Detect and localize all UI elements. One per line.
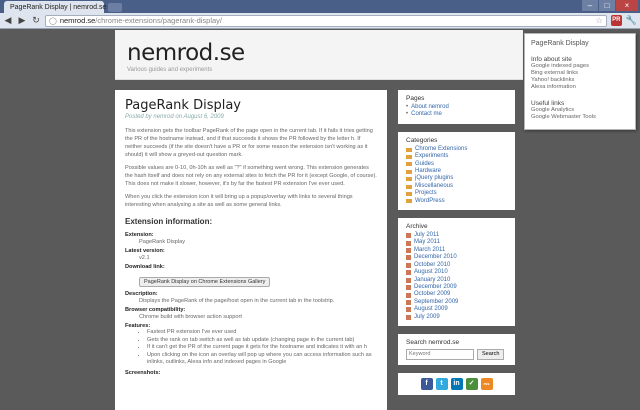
extension-value: PageRank Display [139, 239, 186, 245]
compat-value: Chrome build with browser action support [139, 314, 242, 320]
popup-section-heading: Info about site [531, 56, 572, 63]
archive-link[interactable]: May 2011 [406, 239, 507, 246]
features-label: Features: [125, 323, 151, 329]
category-link[interactable]: Chrome Extensions [406, 146, 507, 153]
version-value: v2.1 [139, 255, 150, 261]
archive-widget [398, 218, 515, 326]
social-widget [398, 373, 515, 395]
post-meta: Posted by nemrod on August 6, 2009 [125, 114, 224, 120]
sidebar [398, 90, 515, 403]
archive-link[interactable]: August 2009 [406, 306, 507, 313]
popup-link-alexa[interactable]: Alexa information [531, 84, 576, 90]
feature-item: • Upon clicking on the icon an overlay will pop up where you can access information such as inlinks, outlinks, Alexa info and indexed pages in Google [147, 352, 377, 367]
search-button[interactable]: Search [477, 349, 504, 360]
archive-link[interactable]: September 2009 [406, 299, 507, 306]
page-icon: ◯ [49, 17, 57, 25]
pages-widget [398, 90, 515, 124]
pagerank-extension-icon[interactable]: PR [611, 15, 622, 26]
pages-list [406, 104, 507, 119]
screenshots-label: Screenshots: [125, 369, 161, 376]
archive-link[interactable]: August 2010 [406, 269, 507, 276]
post-paragraph: Possible values are 0-10, 0h-10h as well as "?" if something went wrong. This extension generates the hash itself and does not rely on any external sites to fetch the PR for it (except Google, of course). This does not make it slower, however, it's by far the fastest PR extension I've ever used. [125, 165, 377, 187]
popup-link-webmaster-tools[interactable]: Google Webmaster Tools [531, 114, 596, 120]
browser-tab[interactable] [4, 1, 107, 13]
info-heading: Extension information: [125, 217, 213, 226]
url-path: /chrome-extensions/pagerank-display/ [95, 16, 223, 25]
facebook-icon[interactable]: f [421, 378, 433, 390]
version-label: Latest version: [125, 248, 165, 254]
categories-heading: Categories [406, 136, 438, 144]
wrench-menu-icon[interactable]: 🔧 [625, 15, 637, 25]
feature-item: • If it can't get the PR of the current page it gets for the hostname and indicates it with an h [147, 344, 377, 352]
linkedin-icon[interactable]: in [451, 378, 463, 390]
archive-heading: Archive [406, 223, 428, 231]
post-paragraph: When you click the extension icon it will bring up a popup/overlay with links to several things interesting when analysing a site as well as some general links. [125, 194, 353, 208]
post-paragraph: This extension gets the toolbar PageRank of the page open in the current tab. If it fails it tries getting the PR of the hostname instead, and if that succeeds it shows the PR followed by the letter h. If neither succeeds (if the site doesn't have a PR or for some reason the extension isn't working as it should) it will show a greyed-out question mark. [125, 128, 373, 158]
post-title[interactable]: PageRank Display [125, 98, 242, 113]
feature-list [147, 329, 377, 367]
archive-link[interactable]: October 2009 [406, 291, 507, 298]
category-link[interactable]: Experiments [406, 153, 507, 160]
popup-title: PageRank Display [531, 40, 589, 47]
browser-toolbar [0, 13, 640, 29]
new-tab-button[interactable] [108, 3, 122, 12]
window-controls [582, 0, 638, 11]
checkmark-icon[interactable]: ✓ [466, 378, 478, 390]
tab-title: PageRank Display | nemrod.se [10, 3, 107, 11]
description-value: Displays the PageRank of the page/host open in the current tab in the toolstrip. [139, 298, 335, 304]
categories-widget [398, 132, 515, 210]
category-link[interactable]: jQuery plugins [406, 175, 507, 182]
description-label: Description: [125, 291, 158, 297]
popup-link-google-indexed[interactable]: Google indexed pages [531, 63, 590, 69]
category-link[interactable]: Miscellaneous [406, 183, 507, 190]
archive-link[interactable]: July 2009 [406, 314, 507, 321]
page-link[interactable]: • Contact me [406, 111, 507, 118]
back-button[interactable]: ◀ [4, 15, 12, 25]
pagerank-popup [524, 33, 636, 130]
forward-button[interactable]: ▶ [18, 15, 26, 25]
popup-link-bing-external[interactable]: Bing external links [531, 70, 579, 76]
rss-icon[interactable]: rss [481, 378, 493, 390]
extension-label: Extension: [125, 232, 154, 238]
search-row [406, 349, 507, 360]
archive-link[interactable]: January 2010 [406, 277, 507, 284]
compat-label: Browser compatibility: [125, 307, 186, 313]
search-input[interactable] [406, 349, 474, 360]
twitter-icon[interactable]: t [436, 378, 448, 390]
page-link[interactable]: • About nemrod [406, 104, 507, 111]
download-label: Download link: [125, 264, 165, 270]
category-link[interactable]: Guides [406, 161, 507, 168]
browser-titlebar [0, 0, 640, 13]
close-window-button[interactable]: × [616, 0, 638, 11]
minimize-button[interactable]: – [582, 0, 598, 11]
post-content [115, 90, 387, 410]
category-link[interactable]: Projects [406, 190, 507, 197]
archive-link[interactable]: December 2009 [406, 284, 507, 291]
search-heading: Search nemrod.se [406, 338, 460, 346]
popup-link-google-analytics[interactable]: Google Analytics [531, 107, 575, 113]
url-host: nemrod.se [59, 16, 96, 25]
site-title[interactable]: nemrod.se [127, 40, 245, 66]
popup-section-heading: Useful links [531, 100, 565, 107]
categories-list [406, 146, 507, 205]
maximize-button[interactable]: □ [599, 0, 615, 11]
pages-heading: Pages [406, 95, 425, 102]
reload-button[interactable]: ↻ [32, 15, 40, 25]
address-bar[interactable] [45, 15, 607, 27]
category-link[interactable]: Hardware [406, 168, 507, 175]
feature-item: • Fastest PR extension I've ever used [147, 329, 377, 337]
bookmark-star-icon[interactable]: ☆ [595, 16, 603, 25]
site-header [115, 30, 523, 80]
feature-item: • Gets the rank on tab switch as well as tab update (changing page in the current tab) [147, 337, 377, 345]
archive-link[interactable]: October 2010 [406, 262, 507, 269]
search-widget [398, 334, 515, 365]
category-link[interactable]: WordPress [406, 198, 507, 205]
archive-link[interactable]: March 2011 [406, 247, 507, 254]
site-tagline: Various guides and experiments [127, 67, 213, 73]
archive-link[interactable]: July 2011 [406, 232, 507, 239]
popup-link-yahoo-backlinks[interactable]: Yahoo! backlinks [531, 77, 575, 83]
archive-list [406, 232, 507, 321]
download-button[interactable]: PageRank Display on Chrome Extensions Gallery [139, 277, 270, 287]
archive-link[interactable]: December 2010 [406, 254, 507, 261]
url-text [60, 16, 222, 25]
social-icons [406, 378, 507, 390]
